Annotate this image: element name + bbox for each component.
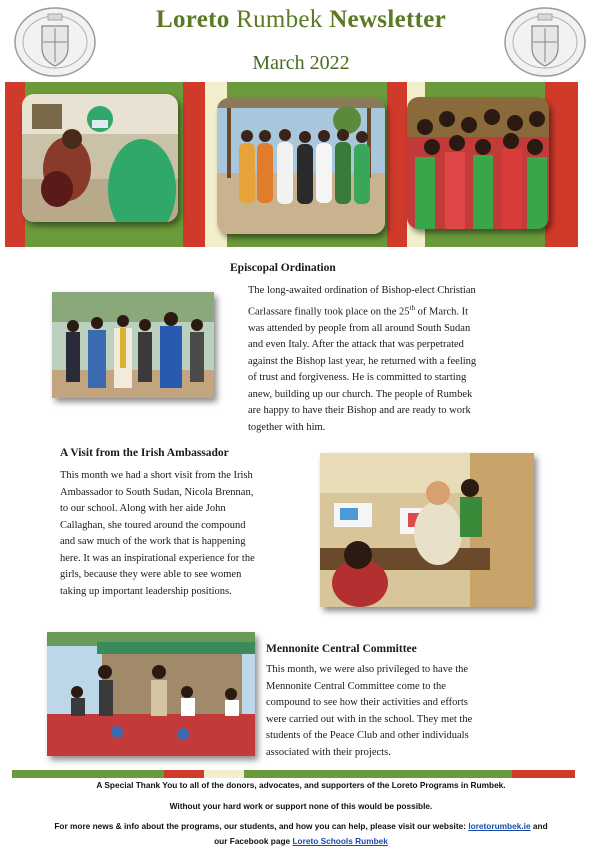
- ambassador-line: and saw much of the work that is happening: [60, 536, 246, 547]
- mennonite-meeting-photo: [47, 632, 255, 756]
- ordination-superscript: th: [409, 303, 415, 312]
- newsletter-title: [0, 6, 602, 34]
- facebook-link[interactable]: Loreto Schools Rumbek: [292, 836, 388, 846]
- ordination-line: The long-awaited ordination of Bishop-elect Christian: [248, 285, 476, 296]
- ordination-line: against the Bishop last year, he returned with a feeling: [248, 355, 477, 367]
- title-loreto: Loreto: [155, 6, 230, 33]
- ordination-line: [248, 300, 548, 321]
- irish-ambassador-heading: A Visit from the Irish Ambassador: [60, 447, 229, 459]
- footer-fb-prefix: our Facebook page: [214, 836, 291, 846]
- footer-support: Without your hard work or support none of this would be possible.: [169, 801, 433, 811]
- mennonite-line: students of the Peace Club and other individuals: [266, 730, 469, 741]
- mennonite-line: compound to see how their activities and efforts: [266, 697, 468, 708]
- group-women-photo: [217, 98, 385, 234]
- ambassador-classroom-photo: [320, 453, 534, 607]
- episcopal-ordination-heading: Episcopal Ordination: [230, 262, 336, 274]
- ordination-line: together with him.: [248, 421, 326, 433]
- ambassador-line: This month we had a short visit from the Irish: [60, 470, 253, 481]
- schoolgirls-photo: [407, 97, 549, 229]
- ordination-line-tail: of March. It: [414, 306, 469, 317]
- mennonite-line: Mennonite Central Committee come to the: [266, 680, 446, 692]
- ordination-line: of trust and forgiveness. He is committed to starting: [248, 372, 467, 383]
- mennonite-body: [266, 662, 566, 761]
- ordination-line-text: Carlassare finally took place on the 25: [248, 306, 410, 317]
- ambassador-line: girls, because they were able to see women: [60, 569, 242, 580]
- mennonite-line: associated with their projects.: [266, 746, 391, 758]
- ordination-photo: [52, 292, 214, 398]
- ambassador-line: Ambassador to South Sudan, Nicola Brennan,: [60, 486, 254, 498]
- ambassador-line: here. It was an inspirational experience for the: [60, 552, 255, 564]
- ambassador-line: taking up important leadership positions.: [60, 585, 232, 597]
- ambassador-line: Callaghan, she toured around the compound: [60, 519, 246, 531]
- irish-ambassador-body: [60, 468, 310, 600]
- ordination-line: and even Italy. After the attack that was perpetrated: [248, 339, 464, 350]
- website-link[interactable]: loretorumbek.ie: [468, 821, 531, 831]
- footer-stripe: [12, 765, 575, 773]
- vaccination-photo: [22, 94, 178, 222]
- title-newsletter: Newsletter: [329, 6, 447, 33]
- mennonite-heading: Mennonite Central Committee: [266, 643, 417, 655]
- episcopal-ordination-body: [248, 283, 548, 436]
- footer-and: and: [532, 821, 548, 831]
- ambassador-line: to our school. Along with her aide John: [60, 503, 226, 514]
- footer-more-prefix: For more news & info about the programs, our students, and how you can help, please visit our website:: [54, 821, 467, 831]
- footer-thanks: A Special Thank You to all of the donors, advocates, and supporters of the Loreto Programs in Rumbek.: [96, 780, 506, 790]
- footer-facebook: [0, 836, 602, 846]
- footer-more-info: [0, 821, 602, 831]
- ordination-line: anew, building up our church. The people of Rumbek: [248, 388, 473, 400]
- ordination-line: was attended by people from all around South Sudan: [248, 322, 471, 334]
- mennonite-line: were carried out with in the school. They met the: [266, 713, 473, 725]
- title-rumbek: Rumbek: [236, 6, 323, 33]
- mennonite-line: This month, we were also privileged to have the: [266, 664, 469, 675]
- newsletter-date: March 2022: [252, 52, 350, 74]
- ordination-line: are happy to have their Bishop and are ready to work: [248, 405, 471, 416]
